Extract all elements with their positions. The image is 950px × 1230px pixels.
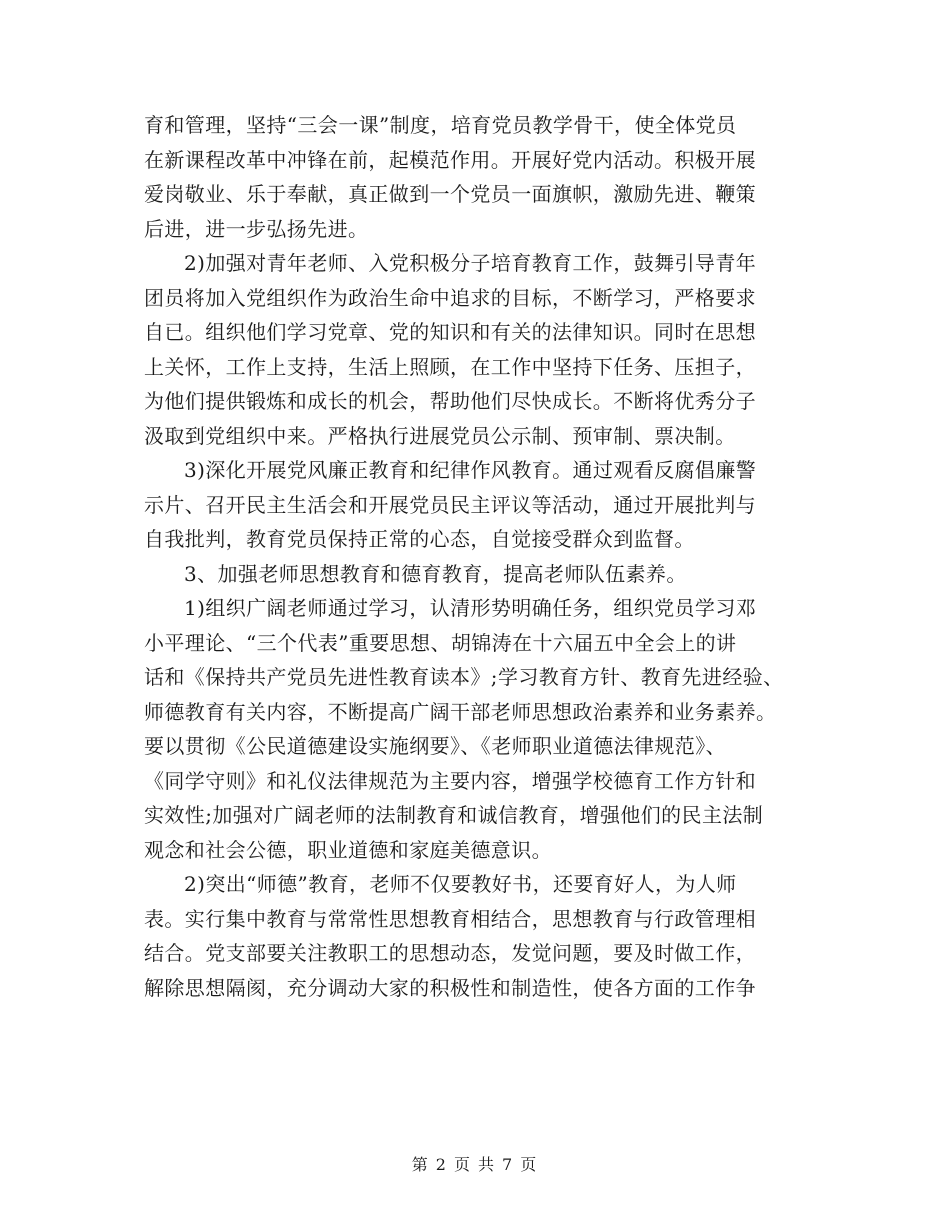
paragraph-line: 3、加强老师思想教育和德育教育，提高老师队伍素养。 [184,561,687,586]
paragraph-line: 表。实行集中教育与常常性思想教育相结合，思想教育与行政管理相 [144,906,756,931]
paragraph-line: 2)突出“师德”教育，老师不仅要教好书，还要育好人，为人师 [184,872,737,896]
paragraph [144,108,814,246]
paragraph-line: 后进，进一步弘扬先进。 [144,216,369,241]
paragraph [144,453,814,557]
paragraph-line: 小平理论、“三个代表”重要思想、胡锦涛在十六届五中全会上的讲 [144,630,737,655]
paragraph-line: 2)加强对青年老师、入党积极分子培育教育工作，鼓舞引导青年 [184,251,757,275]
paragraph-line: 自我批判，教育党员保持正常的心态，自觉接受群众到监督。 [144,527,695,551]
paragraph-line: 团员将加入党组织作为政治生命中追求的目标，不断学习，严格要求 [144,285,756,310]
footer-prefix: 第 [411,1155,430,1174]
paragraph-line: 在新课程改革中冲锋在前，起模范作用。开展好党内活动。积极开展 [144,147,756,172]
paragraph-line: 1)组织广阔老师通过学习，认清形势明确任务，组织党员学习邓 [184,596,757,620]
page-footer [0,1152,950,1175]
paragraph-line: 示片、召开民主生活会和开展党员民主评议等活动，通过开展批判与 [144,492,756,517]
paragraph-line: 结合。党支部要关注教职工的思想动态，发觉问题，要及时做工作， [144,941,756,965]
paragraph-line: 师德教育有关内容，不断提高广阔干部老师思想政治素养和业务素养。 [144,699,777,724]
paragraph [144,867,814,1005]
footer-suffix: 页 [520,1155,539,1174]
footer-current-page: 2 [435,1155,448,1174]
footer-page-word: 页 [453,1155,472,1174]
paragraph [144,557,814,592]
paragraph-line: 为他们提供锻炼和成长的机会，帮助他们尽快成长。不断将优秀分子 [144,389,756,413]
paragraph-line: 汲取到党组织中来。严格执行进展党员公示制、预审制、票决制。 [144,423,736,448]
paragraph-line: 话和《保持共产党员先进性教育读本》;学习教育方针、教育先进经验、 [144,665,784,689]
paragraph [144,591,814,867]
footer-total-word: 共 [478,1155,497,1174]
paragraph-line: 3)深化开展党风廉正教育和纪律作风教育。通过观看反腐倡廉警 [184,458,757,482]
paragraph-line: 上关怀，工作上支持，生活上照顾，在工作中坚持下任务、压担子， [144,354,756,379]
document-body [144,108,814,1005]
paragraph-line: 要以贯彻《公民道德建设实施纲要》、《老师职业道德法律规范》、 [144,734,726,758]
paragraph-line: 育和管理，坚持“三会一课”制度，培育党员教学骨干，使全体党员 [144,113,737,137]
paragraph-line: 《同学守则》和礼仪法律规范为主要内容，增强学校德育工作方针和 [144,768,756,793]
paragraph-line: 解除思想隔阂，充分调动大家的积极性和制造性，使各方面的工作争 [144,975,756,1000]
paragraph-line: 实效性;加强对广阔老师的法制教育和诚信教育，增强他们的民主法制 [144,803,764,827]
paragraph-line: 爱岗敬业、乐于奉献，真正做到一个党员一面旗帜，激励先进、鞭策 [144,182,756,206]
footer-total-pages: 7 [502,1155,515,1174]
paragraph-line: 观念和社会公德，职业道德和家庭美德意识。 [144,837,552,862]
paragraph [144,246,814,453]
paragraph-line: 自已。组织他们学习党章、党的知识和有关的法律知识。同时在思想 [144,320,756,344]
